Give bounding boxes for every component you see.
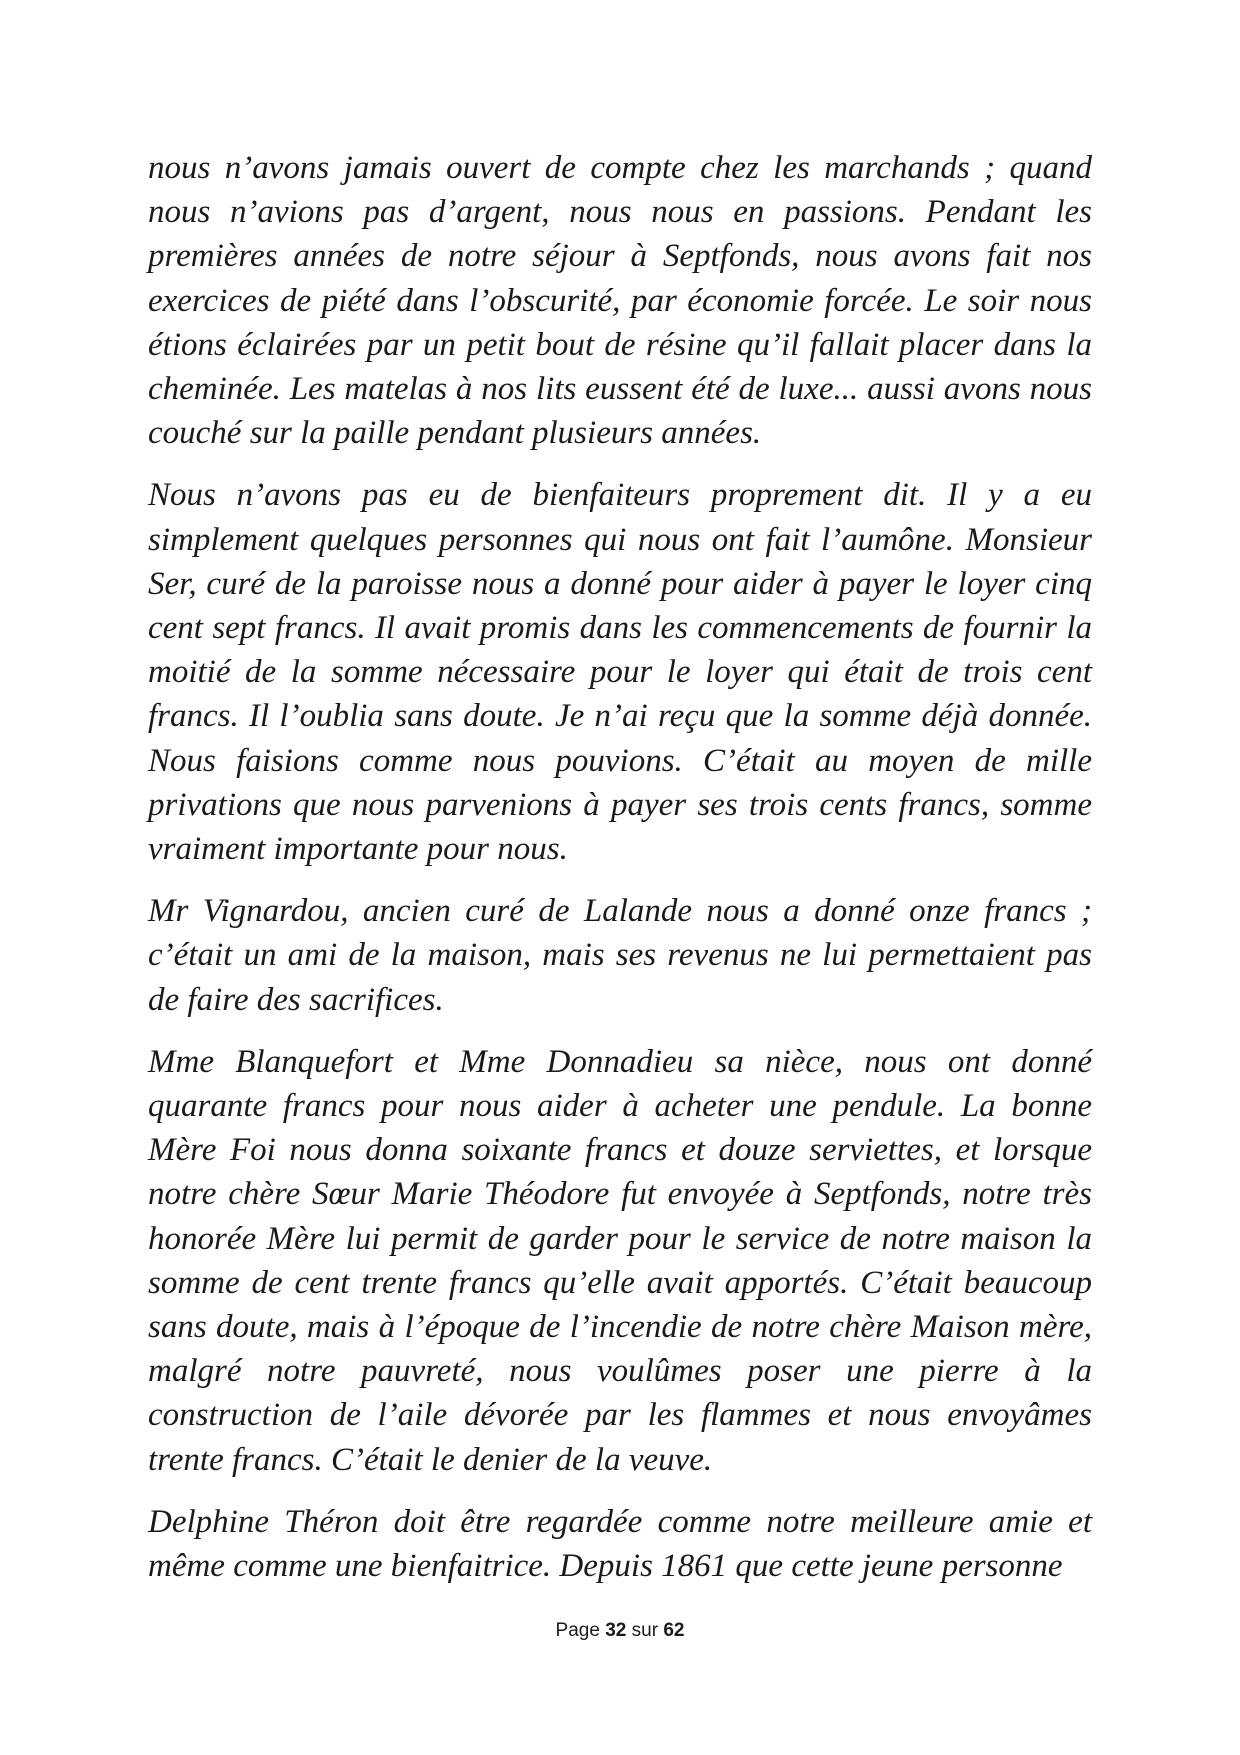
paragraph-2: Nous n’avons pas eu de bienfaiteurs proprement dit. Il y a eu simplement quelques personnes qui nous ont fait l’aumône. Monsieur Ser, curé de la paroisse nous a donné pour aider à payer le loyer cinq cent sept francs. Il avait promis dans les commencements de fournir la moitié de la somme nécessaire pour le loyer qui était de trois cent francs. Il l’oublia sans doute. Je n’ai reçu que la somme déjà donnée. Nous faisions comme nous pouvions. C’était au moyen de mille privations que nous parvenions à payer ses trois cents francs, somme vraiment importante pour nous. xyxy=(148,477,1092,868)
paragraph-1: nous n’avons jamais ouvert de compte chez les marchands ; quand nous n’avions pas d’argent, nous nous en passions. Pendant les premières années de notre séjour à Septfonds, nous avons fait nos exercices de piété dans l’obscurité, par économie forcée. Le soir nous étions éclairées par un petit bout de résine qu’il fallait placer dans la cheminée. Les matelas à nos lits eussent été de luxe... aussi avons nous couché sur la paille pendant plusieurs années. xyxy=(148,150,1092,452)
page-body xyxy=(148,146,1092,1606)
total-pages-number: 62 xyxy=(663,1620,685,1641)
page-footer xyxy=(0,1620,1240,1642)
page-word: Page xyxy=(555,1620,600,1641)
paragraph-3: Mr Vignardou, ancien curé de Lalande nous a donné onze francs ; c’était un ami de la maison, mais ses revenus ne lui permettaient pas de faire des sacrifices. xyxy=(148,893,1092,1018)
paragraph-5: Delphine Théron doit être regardée comme notre meilleure amie et même comme une bienfaitrice. Depuis 1861 que cette jeune personne xyxy=(148,1503,1092,1585)
paragraph-4: Mme Blanquefort et Mme Donnadieu sa nièce, nous ont donné quarante francs pour nous aider à acheter une pendule. La bonne Mère Foi nous donna soixante francs et douze serviettes, et lorsque notre chère Sœur Marie Théodore fut envoyée à Septfonds, notre très honorée Mère lui permit de garder pour le service de notre maison la somme de cent trente francs qu’elle avait apportés. C’était beaucoup sans doute, mais à l’époque de l’incendie de notre chère Maison mère, malgré notre pauvreté, nous voulûmes poser une pierre à la construction de l’aile dévorée par les flammes et nous envoyâmes trente francs. C’était le denier de la veuve. xyxy=(148,1043,1092,1478)
of-word: sur xyxy=(631,1620,659,1641)
current-page-number: 32 xyxy=(605,1620,627,1641)
